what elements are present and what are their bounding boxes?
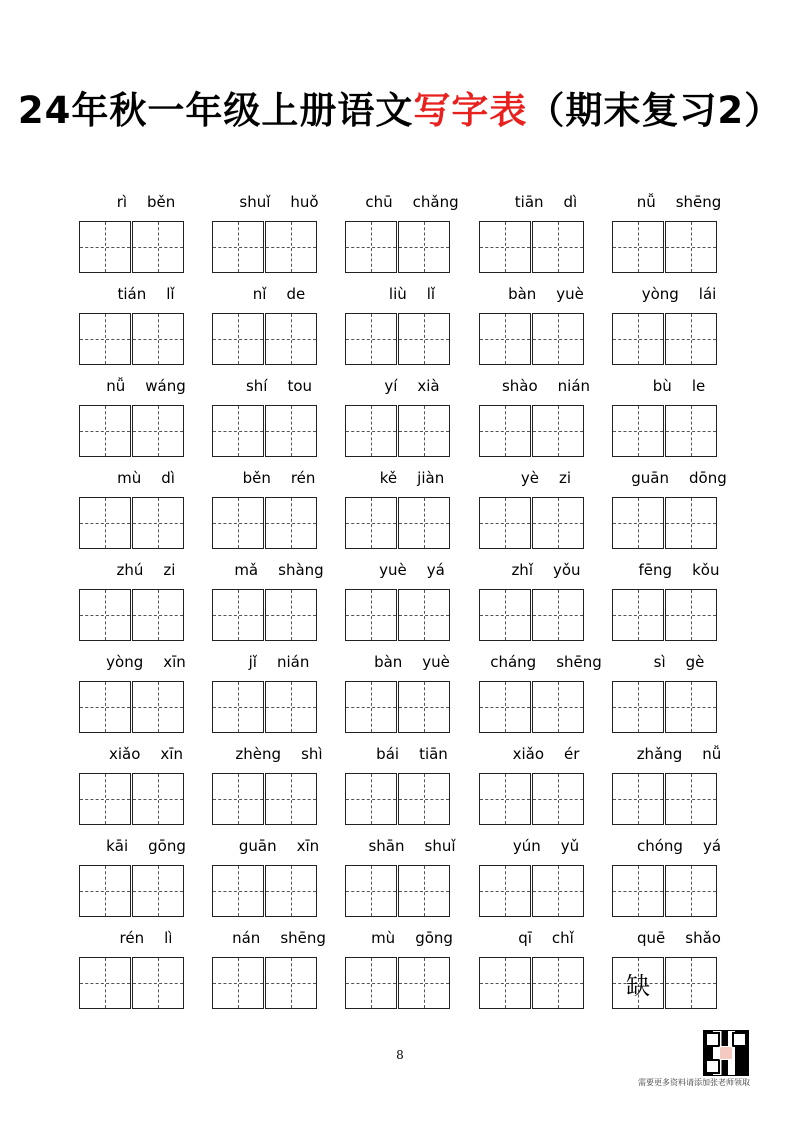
tian-zi-box[interactable] xyxy=(479,497,531,549)
pinyin-syllable: dì xyxy=(563,193,578,211)
pinyin-syllable: tou xyxy=(287,377,313,395)
tian-zi-box[interactable] xyxy=(665,497,717,549)
tian-zi-box[interactable] xyxy=(398,221,450,273)
tian-zi-box[interactable] xyxy=(345,773,397,825)
pinyin-line xyxy=(345,929,479,951)
tian-zi-box[interactable] xyxy=(532,957,584,1009)
word-cell xyxy=(479,285,613,365)
tian-zi-box[interactable] xyxy=(132,405,184,457)
pinyin-syllable: jǐ xyxy=(248,653,257,671)
pinyin-syllable: xīn xyxy=(163,653,186,671)
pinyin-syllable: liù xyxy=(388,285,407,303)
pinyin-syllable: cháng xyxy=(490,653,537,671)
tian-zi-box[interactable] xyxy=(212,957,264,1009)
pinyin-line xyxy=(479,745,613,767)
tian-zi-box[interactable] xyxy=(398,313,450,365)
pinyin-syllable: nǚ xyxy=(636,193,656,211)
pinyin-syllable: nián xyxy=(276,653,310,671)
tian-zi-box[interactable] xyxy=(212,313,264,365)
pinyin-line xyxy=(79,653,213,675)
pinyin-line xyxy=(345,377,479,399)
tian-zi-box[interactable] xyxy=(665,681,717,733)
pinyin-line xyxy=(212,837,346,859)
tian-zi-box[interactable] xyxy=(532,589,584,641)
word-cell xyxy=(345,285,479,365)
tian-zi-box[interactable] xyxy=(132,681,184,733)
tian-zi-box[interactable] xyxy=(612,957,664,1009)
pinyin-syllable: lì xyxy=(164,929,173,947)
pinyin-line xyxy=(212,561,346,583)
pinyin-syllable: mǎ xyxy=(234,561,259,579)
pinyin-syllable: yòng xyxy=(106,653,144,671)
pinyin-syllable: nǚ xyxy=(106,377,126,395)
pinyin-syllable: yá xyxy=(702,837,722,855)
word-cell xyxy=(212,561,346,641)
pinyin-syllable: gōng xyxy=(415,929,453,947)
pinyin-syllable: shào xyxy=(501,377,538,395)
title-main: 24年秋一年级上册语文 xyxy=(17,89,414,132)
pinyin-syllable: zi xyxy=(559,469,572,487)
tian-zi-box[interactable] xyxy=(345,681,397,733)
tian-zi-box[interactable] xyxy=(612,773,664,825)
tian-zi-box[interactable] xyxy=(398,681,450,733)
tian-zi-box[interactable] xyxy=(212,865,264,917)
pinyin-syllable: yá xyxy=(426,561,445,579)
word-cell xyxy=(479,653,613,733)
tian-zi-box[interactable] xyxy=(612,681,664,733)
word-cell xyxy=(212,837,346,917)
word-cell xyxy=(479,929,613,1009)
pinyin-syllable: bù xyxy=(652,377,672,395)
word-cell xyxy=(212,929,346,1009)
tian-zi-box[interactable] xyxy=(612,405,664,457)
pinyin-line xyxy=(612,653,746,675)
pinyin-syllable: mù xyxy=(117,469,142,487)
pinyin-syllable: xiǎo xyxy=(512,745,544,763)
tian-zi-box[interactable] xyxy=(79,405,131,457)
qr-code-icon xyxy=(703,1030,749,1076)
pinyin-line xyxy=(479,377,613,399)
pinyin-syllable: qī xyxy=(518,929,532,947)
pinyin-line xyxy=(212,745,346,767)
pinyin-syllable: yí xyxy=(384,377,398,395)
pinyin-syllable: shēng xyxy=(675,193,722,211)
word-cell xyxy=(345,929,479,1009)
tian-zi-box[interactable] xyxy=(212,589,264,641)
pinyin-syllable: shuǐ xyxy=(424,837,456,855)
word-cell xyxy=(612,193,746,273)
tian-zi-box[interactable] xyxy=(265,497,317,549)
pinyin-line xyxy=(479,653,613,675)
pinyin-syllable: xīn xyxy=(160,745,183,763)
word-cell xyxy=(345,745,479,825)
word-cell xyxy=(212,377,346,457)
word-cell xyxy=(612,469,746,549)
tian-zi-box[interactable] xyxy=(665,957,717,1009)
pinyin-syllable: nǚ xyxy=(702,745,722,763)
pinyin-syllable: shuǐ xyxy=(239,193,271,211)
word-cell xyxy=(479,745,613,825)
pinyin-syllable: bái xyxy=(376,745,400,763)
tian-zi-box[interactable] xyxy=(265,313,317,365)
pinyin-syllable: shān xyxy=(368,837,405,855)
pinyin-syllable: nán xyxy=(232,929,261,947)
tian-zi-box[interactable] xyxy=(265,681,317,733)
tian-zi-box[interactable] xyxy=(398,589,450,641)
tian-zi-box[interactable] xyxy=(79,313,131,365)
pinyin-syllable: shàng xyxy=(278,561,324,579)
tian-zi-box[interactable] xyxy=(532,681,584,733)
pinyin-line xyxy=(612,285,746,307)
pinyin-syllable: shí xyxy=(245,377,268,395)
tian-zi-box[interactable] xyxy=(265,957,317,1009)
pinyin-syllable: tián xyxy=(117,285,147,303)
pinyin-syllable: běn xyxy=(147,193,176,211)
pinyin-line xyxy=(79,377,213,399)
qr-caption: 需要更多资料请添加张老师领取 xyxy=(638,1078,750,1087)
pinyin-line xyxy=(345,561,479,583)
tian-zi-box[interactable] xyxy=(665,221,717,273)
word-cell xyxy=(479,561,613,641)
word-cell xyxy=(612,745,746,825)
tian-zi-box[interactable] xyxy=(265,773,317,825)
tian-zi-box[interactable] xyxy=(398,405,450,457)
pinyin-line xyxy=(212,193,346,215)
tian-zi-box[interactable] xyxy=(665,313,717,365)
pinyin-syllable: yǔ xyxy=(560,837,580,855)
pinyin-line xyxy=(212,377,346,399)
pinyin-syllable: yún xyxy=(512,837,541,855)
word-cell xyxy=(79,377,213,457)
tian-zi-box[interactable] xyxy=(479,221,531,273)
written-character: 缺 xyxy=(626,971,650,1000)
word-cell xyxy=(79,193,213,273)
tian-zi-box[interactable] xyxy=(79,221,131,273)
tian-zi-box[interactable] xyxy=(212,405,264,457)
tian-zi-box[interactable] xyxy=(345,313,397,365)
tian-zi-box[interactable] xyxy=(479,865,531,917)
word-cell xyxy=(345,561,479,641)
tian-zi-box[interactable] xyxy=(532,865,584,917)
pinyin-syllable: lǐ xyxy=(426,285,436,303)
pinyin-syllable: guān xyxy=(238,837,277,855)
tian-zi-box[interactable] xyxy=(665,405,717,457)
word-cell xyxy=(612,653,746,733)
pinyin-syllable: chǎng xyxy=(412,193,459,211)
tian-zi-box[interactable] xyxy=(212,497,264,549)
word-cell xyxy=(345,469,479,549)
pinyin-syllable: le xyxy=(691,377,706,395)
word-cell xyxy=(79,837,213,917)
pinyin-syllable: quē xyxy=(637,929,666,947)
tian-zi-box[interactable] xyxy=(665,589,717,641)
pinyin-line xyxy=(479,193,613,215)
tian-zi-box[interactable] xyxy=(265,589,317,641)
tian-zi-box[interactable] xyxy=(79,497,131,549)
pinyin-syllable: zhǎng xyxy=(636,745,683,763)
pinyin-syllable: shēng xyxy=(280,929,326,947)
pinyin-syllable: bàn xyxy=(374,653,403,671)
tian-zi-box[interactable] xyxy=(479,773,531,825)
word-cell xyxy=(345,837,479,917)
tian-zi-box[interactable] xyxy=(532,773,584,825)
pinyin-line xyxy=(479,561,613,583)
avatar xyxy=(719,1046,733,1060)
pinyin-syllable: kāi xyxy=(106,837,129,855)
pinyin-syllable: rén xyxy=(119,929,145,947)
word-cell xyxy=(479,377,613,457)
pinyin-syllable: rén xyxy=(290,469,316,487)
tian-zi-box[interactable] xyxy=(479,589,531,641)
tian-zi-box[interactable] xyxy=(532,221,584,273)
pinyin-syllable: yuè xyxy=(422,653,450,671)
word-cell xyxy=(612,285,746,365)
tian-zi-box[interactable] xyxy=(212,773,264,825)
pinyin-syllable: xīn xyxy=(296,837,320,855)
tian-zi-box[interactable] xyxy=(612,865,664,917)
tian-zi-box[interactable] xyxy=(345,221,397,273)
pinyin-line xyxy=(79,193,213,215)
tian-zi-box[interactable] xyxy=(345,497,397,549)
pinyin-syllable: zhú xyxy=(116,561,144,579)
pinyin-syllable: zhèng xyxy=(235,745,282,763)
tian-zi-box[interactable] xyxy=(345,589,397,641)
pinyin-syllable: fēng xyxy=(638,561,673,579)
tian-zi-box[interactable] xyxy=(79,957,131,1009)
pinyin-line xyxy=(79,837,213,859)
tian-zi-box[interactable] xyxy=(132,865,184,917)
word-cell xyxy=(212,469,346,549)
pinyin-syllable: nián xyxy=(557,377,591,395)
pinyin-syllable: zi xyxy=(163,561,176,579)
pinyin-line xyxy=(612,745,746,767)
pinyin-line xyxy=(212,469,346,491)
tian-zi-box[interactable] xyxy=(345,405,397,457)
tian-zi-box[interactable] xyxy=(532,313,584,365)
pinyin-syllable: shǎo xyxy=(685,929,721,947)
pinyin-syllable: ér xyxy=(564,745,580,763)
word-cell xyxy=(79,469,213,549)
tian-zi-box[interactable] xyxy=(79,773,131,825)
pinyin-line xyxy=(345,653,479,675)
tian-zi-box[interactable] xyxy=(612,497,664,549)
pinyin-syllable: sì xyxy=(653,653,666,671)
pinyin-syllable: kǒu xyxy=(692,561,720,579)
word-cell xyxy=(612,377,746,457)
tian-zi-box[interactable] xyxy=(265,221,317,273)
pinyin-line xyxy=(79,469,213,491)
tian-zi-box[interactable] xyxy=(665,773,717,825)
pinyin-syllable: wáng xyxy=(145,377,186,395)
pinyin-line xyxy=(345,745,479,767)
word-cell xyxy=(212,193,346,273)
tian-zi-box[interactable] xyxy=(212,221,264,273)
pinyin-line xyxy=(479,929,613,951)
pinyin-syllable: yè xyxy=(520,469,540,487)
word-cell xyxy=(479,193,613,273)
word-cell xyxy=(79,653,213,733)
tian-zi-box[interactable] xyxy=(79,681,131,733)
word-cell xyxy=(79,929,213,1009)
pinyin-syllable: gè xyxy=(685,653,705,671)
pinyin-line xyxy=(612,929,746,951)
pinyin-syllable: chǐ xyxy=(551,929,574,947)
tian-zi-box[interactable] xyxy=(532,405,584,457)
page-number: 8 xyxy=(396,1048,404,1062)
word-cell xyxy=(345,377,479,457)
pinyin-line xyxy=(345,837,479,859)
word-cell xyxy=(212,285,346,365)
tian-zi-box[interactable] xyxy=(479,405,531,457)
pinyin-syllable: shēng xyxy=(556,653,602,671)
word-cell xyxy=(612,929,746,1009)
pinyin-line xyxy=(612,561,746,583)
tian-zi-box[interactable] xyxy=(79,865,131,917)
word-cell xyxy=(345,653,479,733)
tian-zi-box[interactable] xyxy=(132,957,184,1009)
pinyin-line xyxy=(345,469,479,491)
pinyin-syllable: dì xyxy=(161,469,175,487)
word-cell xyxy=(345,193,479,273)
tian-zi-box[interactable] xyxy=(132,773,184,825)
pinyin-line xyxy=(345,193,479,215)
pinyin-syllable: nǐ xyxy=(252,285,267,303)
tian-zi-box[interactable] xyxy=(612,589,664,641)
word-cell xyxy=(612,561,746,641)
pinyin-line xyxy=(79,285,213,307)
pinyin-line xyxy=(212,929,346,951)
tian-zi-box[interactable] xyxy=(665,865,717,917)
pinyin-line xyxy=(79,745,213,767)
tian-zi-box[interactable] xyxy=(398,773,450,825)
tian-zi-box[interactable] xyxy=(132,313,184,365)
pinyin-syllable: yuè xyxy=(556,285,584,303)
tian-zi-box[interactable] xyxy=(79,589,131,641)
word-cell xyxy=(212,653,346,733)
tian-zi-box[interactable] xyxy=(398,497,450,549)
pinyin-line xyxy=(79,561,213,583)
pinyin-syllable: huǒ xyxy=(290,193,319,211)
title-suffix: （期末复习2） xyxy=(527,89,783,132)
pinyin-syllable: gōng xyxy=(148,837,186,855)
pinyin-syllable: kě xyxy=(379,469,398,487)
tian-zi-box[interactable] xyxy=(265,405,317,457)
pinyin-syllable: yǒu xyxy=(553,561,581,579)
tian-zi-box[interactable] xyxy=(132,221,184,273)
pinyin-syllable: guān xyxy=(631,469,669,487)
pinyin-syllable: de xyxy=(286,285,306,303)
pinyin-line xyxy=(612,193,746,215)
tian-zi-box[interactable] xyxy=(345,865,397,917)
tian-zi-box[interactable] xyxy=(132,497,184,549)
pinyin-syllable: jiàn xyxy=(417,469,445,487)
pinyin-syllable: xiǎo xyxy=(109,745,141,763)
pinyin-syllable: dōng xyxy=(689,469,727,487)
tian-zi-box[interactable] xyxy=(212,681,264,733)
pinyin-line xyxy=(612,837,746,859)
tian-zi-box[interactable] xyxy=(265,865,317,917)
word-cell xyxy=(479,469,613,549)
pinyin-syllable: yuè xyxy=(379,561,407,579)
tian-zi-box[interactable] xyxy=(479,313,531,365)
pinyin-line xyxy=(479,285,613,307)
pinyin-syllable: běn xyxy=(242,469,271,487)
tian-zi-box[interactable] xyxy=(398,957,450,1009)
word-cell xyxy=(612,837,746,917)
pinyin-syllable: bàn xyxy=(508,285,537,303)
pinyin-line xyxy=(79,929,213,951)
pinyin-line xyxy=(479,837,613,859)
pinyin-syllable: tiān xyxy=(419,745,448,763)
pinyin-syllable: chū xyxy=(365,193,393,211)
word-cell xyxy=(79,285,213,365)
tian-zi-box[interactable] xyxy=(398,865,450,917)
pinyin-syllable: lǐ xyxy=(166,285,175,303)
title-highlight: 写字表 xyxy=(413,89,528,132)
pinyin-syllable: xià xyxy=(417,377,440,395)
pinyin-syllable: tiān xyxy=(514,193,544,211)
pinyin-syllable: rì xyxy=(116,193,128,211)
pinyin-line xyxy=(212,653,346,675)
tian-zi-box[interactable] xyxy=(532,497,584,549)
tian-zi-box[interactable] xyxy=(479,957,531,1009)
tian-zi-box[interactable] xyxy=(479,681,531,733)
pinyin-syllable: shì xyxy=(301,745,323,763)
pinyin-syllable: mù xyxy=(371,929,396,947)
word-cell xyxy=(79,561,213,641)
pinyin-line xyxy=(612,377,746,399)
tian-zi-box[interactable] xyxy=(132,589,184,641)
pinyin-syllable: yòng xyxy=(641,285,679,303)
tian-zi-box[interactable] xyxy=(612,221,664,273)
tian-zi-box[interactable] xyxy=(612,313,664,365)
pinyin-line xyxy=(612,469,746,491)
tian-zi-box[interactable] xyxy=(345,957,397,1009)
pinyin-line xyxy=(479,469,613,491)
pinyin-syllable: lái xyxy=(698,285,717,303)
word-cell xyxy=(479,837,613,917)
word-cell xyxy=(212,745,346,825)
pinyin-syllable: zhǐ xyxy=(511,561,533,579)
word-cell xyxy=(79,745,213,825)
pinyin-syllable: chóng xyxy=(636,837,683,855)
pinyin-line xyxy=(212,285,346,307)
pinyin-line xyxy=(345,285,479,307)
